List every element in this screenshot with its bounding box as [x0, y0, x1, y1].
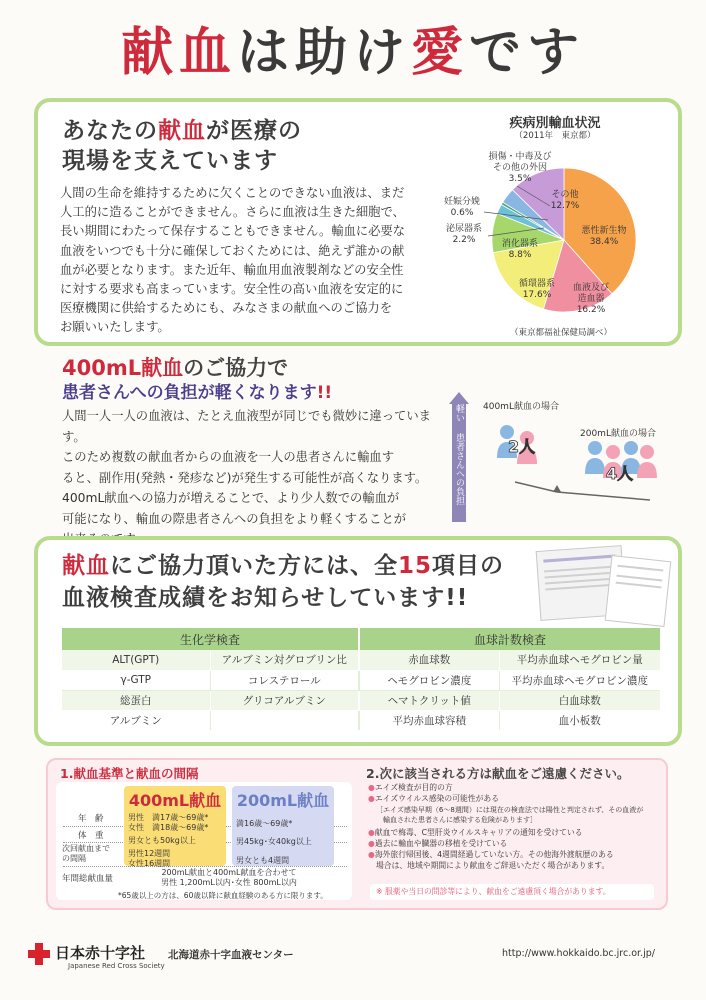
test-items-table — [62, 628, 660, 730]
section2-heading: 400mL献血のご協力で — [62, 356, 289, 380]
criteria-title: 1.献血基準と献血の間隔 — [60, 766, 199, 781]
table-row: アルブミン 平均赤血球容積 血小板数 — [62, 710, 660, 730]
col-200ml: 200mL献血 満16歳～69歳* 男45kg･女40kg以上 男女とも4週間 — [232, 786, 334, 866]
arrow-label: 患者さんへの負担 — [454, 433, 464, 505]
refrain-note: ※ 服薬や当日の問診等により、献血をご遠慮頂く場合があります。 — [370, 884, 654, 900]
person-icon — [588, 441, 602, 455]
label-ketsueki-2: 造血器 — [577, 294, 605, 304]
col-200ml-head: 200mL献血 — [236, 791, 330, 810]
title-red-1: 献血 — [120, 23, 237, 83]
label-sonota-2: 12.7% — [550, 201, 580, 211]
section1-heading-line2: 現場を支えています — [62, 148, 278, 174]
section2-body: 人間一人一人の血液は、たとえ血液型が同じでも微妙に違っています。 このため複数の献血者からの血液を一人の患者さんに輸血す ると、副作用(発熱・発疹など)が発生する可能性が高くなります。 400mL献血への協力が増えることで、より少人数での輸血が 可能になり、輸血の際患者さんへの負担をより軽くすることが — [62, 409, 431, 526]
section2-subheading: 患者さんへの負担が軽くなります!! — [62, 383, 333, 403]
fulcrum-icon — [553, 485, 561, 492]
heading-red-word: 献血 — [158, 118, 206, 144]
label-akusei-2: 38.4% — [589, 237, 619, 247]
label-junkanki-1: 循環器系 — [518, 279, 556, 289]
label-ketsueki-3: 16.2% — [576, 305, 606, 315]
label-hinyouki-2: 2.2% — [452, 235, 476, 245]
title-red-2: 愛 — [411, 23, 470, 83]
center-name: 北海道赤十字血液センター — [168, 949, 294, 961]
person-icon — [624, 441, 638, 455]
label-sonota-1: その他 — [551, 190, 579, 200]
label-sonshou-1: 損傷・中毒及び — [488, 152, 552, 162]
section-medical-panel — [34, 98, 682, 346]
chart-source: （東京都福祉保健局調べ） — [510, 328, 613, 338]
section-test-panel — [34, 536, 682, 746]
label-shoukaki-1: 消化器系 — [501, 239, 539, 249]
table-header-row — [62, 628, 660, 650]
pie-chart — [414, 142, 680, 338]
arrow-head-icon — [449, 392, 469, 404]
label-200ml-case: 200mL献血の場合 — [580, 429, 656, 439]
label-interval: 次回献血まで の間隔 — [62, 844, 110, 863]
arrow-top-label: 軽い — [454, 404, 464, 422]
donor-illustration — [475, 410, 680, 515]
col-header-biochem: 生化学検査 — [62, 628, 359, 650]
org-name: 日本赤十字社 — [55, 944, 146, 962]
list-item: ●献血で梅毒、C型肝炎ウイルスキャリアの通知を受けている — [368, 828, 583, 838]
count-200ml: 4人 — [606, 464, 634, 483]
person-icon — [606, 445, 620, 459]
label-sonshou-3: 3.5% — [508, 174, 532, 184]
label-weight: 体 重 — [78, 831, 104, 841]
refrain-title: 2.次に該当される方は献血をご遠慮ください。 — [366, 766, 630, 781]
table-row: γ-GTP コレステロール ヘモグロビン濃度 平均赤血球ヘモグロビン濃度 — [62, 670, 660, 690]
chart-subtitle: （2011年 東京都） — [514, 131, 596, 141]
label-hinyouki-1: 泌尿器系 — [445, 224, 483, 234]
section1-body: 人間の生命を維持するために欠くことのできない血液は、まだ 人工的に造ることができません。さらに血液は生きた細胞で、 長い期間にわたって保存することもできません。輸血に必要な 血液をいつでも十分に確保しておくためには、絶えず誰かの献 血が必要となります。また近年、輸血用血液製剤などの安全性 に対する要求も高まっています。安全性の高い血液を安定的に 医療機関に供給するためにも、みなさまの献血へのご協力を お願いいたします。 — [60, 186, 406, 335]
count-400ml: 2人 — [508, 437, 536, 456]
report-sheet-image — [605, 555, 672, 627]
label-ninshin-2: 0.6% — [450, 208, 474, 218]
org-name-en: Japanese Red Cross Society — [68, 962, 165, 970]
annual-amount: 200mL献血と400mL献血を合わせて 男性 1,200mL以内･女性 800mL以内 — [161, 868, 297, 887]
person-icon — [640, 445, 654, 459]
title-dark-2: です — [469, 23, 586, 83]
label-shoukaki-2: 8.8% — [508, 250, 532, 260]
title-dark-1: は助け — [236, 23, 411, 83]
section3-heading-line2: 血液検査成績をお知らせしています!! — [62, 585, 469, 611]
label-sonshou-2: その他の外因 — [492, 163, 548, 173]
label-ketsueki-1: 血液及び — [572, 283, 610, 293]
website-link[interactable]: http://www.hokkaido.bc.jrc.or.jp/ — [502, 948, 655, 959]
criteria-footnote: *65歳以上の方は、60歳以降に献血経験のある方に限ります。 — [118, 891, 328, 900]
list-item: ●海外旅行帰国後、4週間経過していない方。その他海外渡航歴のある — [368, 849, 614, 859]
label-annual: 年間総献血量 — [62, 874, 114, 884]
chart-title: 疾病別輸血状況 — [509, 116, 601, 131]
section3-heading: 献血にご協力頂いた方には、全15項目の 血液検査成績をお知らせしています!! — [62, 550, 504, 614]
red-cross-logo — [28, 943, 50, 965]
list-item: ●エイズウイルス感染の可能性がある — [368, 793, 500, 803]
col-header-bloodcount: 血球計数検査 — [473, 632, 546, 647]
label-akusei-1: 悪性新生物 — [581, 226, 627, 236]
section1-heading: あなたの献血が医療の 現場を支えています — [62, 118, 302, 174]
table-row: 総蛋白 グリコアルブミン ヘマトクリット値 白血球数 — [62, 690, 660, 710]
list-item: ●エイズ検査が目的の方 — [368, 783, 453, 792]
col-400ml: 400mL献血 男性 満17歳～69歳* 女性 満18歳～69歳* 男女とも50kg以上 男性12週間 女性16週間 — [124, 786, 226, 866]
list-item: ●過去に輸血や臓器の移植を受けている — [368, 838, 508, 848]
page-title — [0, 18, 706, 88]
label-ninshin-1: 妊娠分娩 — [443, 197, 481, 207]
refrain-list: ●エイズ検査が目的の方 ●エイズウイルス感染の可能性がある ［エイズ感染早期（6～8週間）には現在の検査法では陽性と判定されず、その血液が 輸血された患者さんに感染する危険があります］ ●献血で梅毒、C型肝炎ウイルスキャリアの通知を受けている ●過去に輸血や臓器の移植を受けている ●海外旅行帰国後、4週間経過していない方。その他海外渡航歴のある 場合は、地域や期間により献血をご辞退いただく場合があります。 — [368, 783, 660, 871]
label-400ml-case: 400mL献血の場合 — [483, 402, 559, 412]
label-junkanki-2: 17.6% — [522, 290, 552, 300]
col-400ml-head: 400mL献血 — [128, 791, 222, 810]
table-row: ALT(GPT) アルブミン対グロブリン比 赤血球数 平均赤血球ヘモグロビン量 — [62, 650, 660, 670]
label-age: 年 齢 — [78, 814, 104, 824]
